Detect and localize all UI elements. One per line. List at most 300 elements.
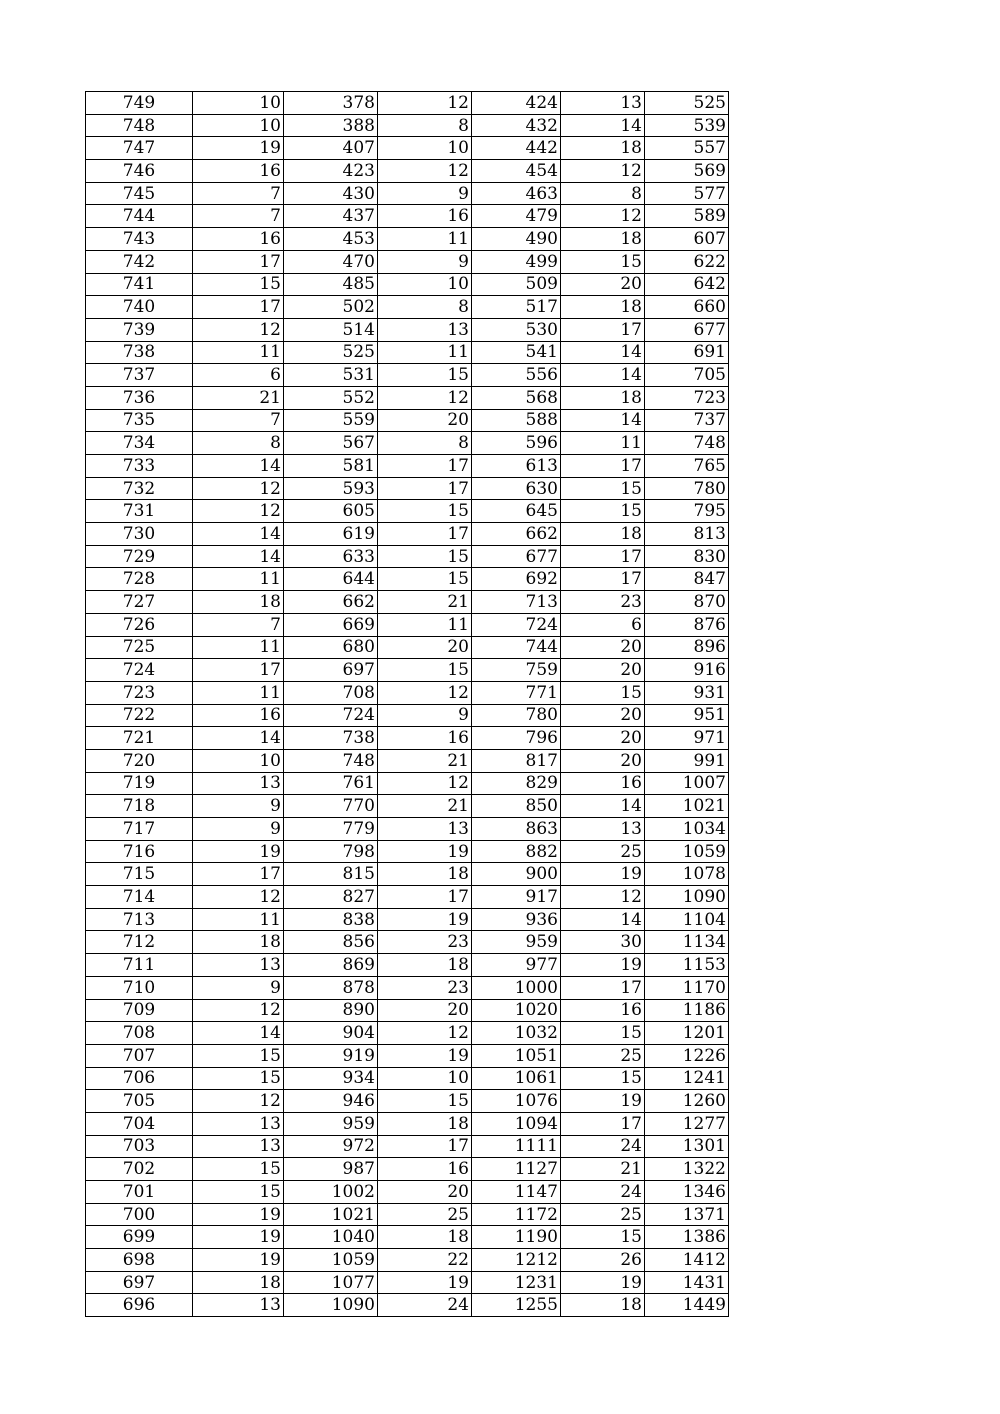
table-cell: 951 [645, 704, 729, 727]
table-cell: 959 [472, 931, 561, 954]
table-row [86, 296, 729, 319]
table-cell: 530 [472, 318, 561, 341]
table-cell: 9 [193, 818, 284, 841]
table-cell: 25 [561, 1203, 645, 1226]
table-cell: 13 [378, 318, 472, 341]
table-cell: 581 [284, 455, 378, 478]
table-cell: 14 [193, 455, 284, 478]
table-cell: 21 [378, 749, 472, 772]
table-cell: 432 [472, 114, 561, 137]
table-cell: 934 [284, 1067, 378, 1090]
table-row [86, 613, 729, 636]
score-cell: 699 [86, 1226, 193, 1249]
table-cell: 20 [378, 409, 472, 432]
table-cell: 1449 [645, 1294, 729, 1317]
score-cell: 706 [86, 1067, 193, 1090]
table-cell: 830 [645, 545, 729, 568]
table-cell: 577 [645, 182, 729, 205]
table-cell: 490 [472, 228, 561, 251]
table-cell: 15 [561, 477, 645, 500]
table-cell: 525 [284, 341, 378, 364]
table-row [86, 886, 729, 909]
table-row [86, 1090, 729, 1113]
table-cell: 19 [378, 1271, 472, 1294]
score-cell: 731 [86, 500, 193, 523]
table-cell: 613 [472, 455, 561, 478]
table-cell: 916 [645, 659, 729, 682]
table-cell: 11 [193, 681, 284, 704]
table-row [86, 1181, 729, 1204]
table-cell: 737 [645, 409, 729, 432]
table-cell: 642 [645, 273, 729, 296]
table-row [86, 840, 729, 863]
table-cell: 931 [645, 681, 729, 704]
score-cell: 743 [86, 228, 193, 251]
table-cell: 870 [645, 591, 729, 614]
table-row [86, 409, 729, 432]
score-cell: 700 [86, 1203, 193, 1226]
table-cell: 1090 [284, 1294, 378, 1317]
table-cell: 882 [472, 840, 561, 863]
score-cell: 748 [86, 114, 193, 137]
table-cell: 18 [193, 931, 284, 954]
table-row [86, 749, 729, 772]
table-cell: 593 [284, 477, 378, 500]
table-cell: 876 [645, 613, 729, 636]
table-cell: 15 [561, 1022, 645, 1045]
table-row [86, 477, 729, 500]
table-cell: 14 [193, 727, 284, 750]
table-cell: 607 [645, 228, 729, 251]
score-cell: 705 [86, 1090, 193, 1113]
table-row [86, 432, 729, 455]
table-cell: 12 [378, 160, 472, 183]
table-row [86, 1135, 729, 1158]
score-cell: 701 [86, 1181, 193, 1204]
table-row [86, 704, 729, 727]
table-cell: 12 [378, 772, 472, 795]
table-cell: 1090 [645, 886, 729, 909]
table-cell: 15 [378, 364, 472, 387]
table-cell: 596 [472, 432, 561, 455]
table-cell: 15 [193, 1044, 284, 1067]
table-cell: 18 [378, 1226, 472, 1249]
table-cell: 12 [193, 500, 284, 523]
score-cell: 711 [86, 954, 193, 977]
table-cell: 633 [284, 545, 378, 568]
table-cell: 856 [284, 931, 378, 954]
table-cell: 1111 [472, 1135, 561, 1158]
score-cell: 730 [86, 523, 193, 546]
table-cell: 748 [284, 749, 378, 772]
table-cell: 15 [193, 1158, 284, 1181]
table-cell: 14 [561, 114, 645, 137]
table-cell: 878 [284, 976, 378, 999]
table-cell: 479 [472, 205, 561, 228]
table-cell: 15 [193, 273, 284, 296]
table-cell: 677 [645, 318, 729, 341]
table-cell: 9 [378, 704, 472, 727]
table-cell: 424 [472, 92, 561, 115]
table-row [86, 931, 729, 954]
table-cell: 588 [472, 409, 561, 432]
table-cell: 1076 [472, 1090, 561, 1113]
table-cell: 1020 [472, 999, 561, 1022]
table-row [86, 1112, 729, 1135]
table-cell: 17 [378, 523, 472, 546]
table-cell: 10 [193, 92, 284, 115]
table-row [86, 318, 729, 341]
score-cell: 697 [86, 1271, 193, 1294]
table-row [86, 500, 729, 523]
table-cell: 9 [193, 976, 284, 999]
table-cell: 589 [645, 205, 729, 228]
table-cell: 15 [378, 1090, 472, 1113]
table-row [86, 273, 729, 296]
table-row [86, 205, 729, 228]
table-cell: 959 [284, 1112, 378, 1135]
table-cell: 567 [284, 432, 378, 455]
score-cell: 732 [86, 477, 193, 500]
table-cell: 11 [561, 432, 645, 455]
table-cell: 509 [472, 273, 561, 296]
table-cell: 24 [561, 1135, 645, 1158]
table-cell: 15 [561, 1067, 645, 1090]
table-cell: 669 [284, 613, 378, 636]
table-cell: 14 [193, 523, 284, 546]
table-cell: 1170 [645, 976, 729, 999]
table-cell: 13 [193, 954, 284, 977]
table-cell: 780 [645, 477, 729, 500]
table-cell: 15 [378, 545, 472, 568]
table-cell: 18 [561, 1294, 645, 1317]
table-cell: 17 [561, 568, 645, 591]
table-cell: 11 [378, 228, 472, 251]
table-cell: 827 [284, 886, 378, 909]
score-cell: 713 [86, 908, 193, 931]
table-cell: 644 [284, 568, 378, 591]
table-cell: 25 [378, 1203, 472, 1226]
table-cell: 21 [193, 386, 284, 409]
table-row [86, 160, 729, 183]
score-cell: 696 [86, 1294, 193, 1317]
score-cell: 712 [86, 931, 193, 954]
table-cell: 18 [561, 137, 645, 160]
table-row [86, 727, 729, 750]
table-cell: 692 [472, 568, 561, 591]
score-cell: 735 [86, 409, 193, 432]
table-cell: 17 [561, 318, 645, 341]
table-cell: 20 [561, 749, 645, 772]
table-row [86, 681, 729, 704]
table-cell: 15 [561, 500, 645, 523]
table-cell: 539 [645, 114, 729, 137]
table-row [86, 523, 729, 546]
table-cell: 1277 [645, 1112, 729, 1135]
score-cell: 724 [86, 659, 193, 682]
table-cell: 15 [561, 1226, 645, 1249]
table-cell: 531 [284, 364, 378, 387]
table-cell: 630 [472, 477, 561, 500]
table-cell: 977 [472, 954, 561, 977]
table-cell: 971 [645, 727, 729, 750]
table-cell: 7 [193, 409, 284, 432]
table-cell: 1059 [645, 840, 729, 863]
table-cell: 12 [193, 477, 284, 500]
score-cell: 708 [86, 1022, 193, 1045]
table-cell: 430 [284, 182, 378, 205]
table-cell: 10 [378, 273, 472, 296]
table-row [86, 545, 729, 568]
score-cell: 717 [86, 818, 193, 841]
table-cell: 18 [378, 1112, 472, 1135]
table-cell: 12 [193, 886, 284, 909]
table-cell: 850 [472, 795, 561, 818]
table-cell: 12 [561, 205, 645, 228]
score-table-body [86, 92, 729, 1317]
table-cell: 24 [378, 1294, 472, 1317]
table-cell: 499 [472, 250, 561, 273]
table-row [86, 659, 729, 682]
table-cell: 17 [378, 455, 472, 478]
table-cell: 1260 [645, 1090, 729, 1113]
table-cell: 514 [284, 318, 378, 341]
table-cell: 15 [561, 250, 645, 273]
table-cell: 691 [645, 341, 729, 364]
score-cell: 744 [86, 205, 193, 228]
table-cell: 619 [284, 523, 378, 546]
table-cell: 11 [378, 341, 472, 364]
table-row [86, 1294, 729, 1317]
table-cell: 1000 [472, 976, 561, 999]
table-cell: 14 [561, 364, 645, 387]
table-cell: 936 [472, 908, 561, 931]
table-row [86, 1067, 729, 1090]
table-cell: 1032 [472, 1022, 561, 1045]
table-cell: 388 [284, 114, 378, 137]
table-cell: 1078 [645, 863, 729, 886]
table-cell: 708 [284, 681, 378, 704]
table-cell: 8 [193, 432, 284, 455]
table-row [86, 364, 729, 387]
table-cell: 12 [561, 160, 645, 183]
score-cell: 709 [86, 999, 193, 1022]
table-row [86, 795, 729, 818]
score-cell: 719 [86, 772, 193, 795]
score-cell: 698 [86, 1249, 193, 1272]
table-cell: 1147 [472, 1181, 561, 1204]
score-cell: 733 [86, 455, 193, 478]
table-cell: 1371 [645, 1203, 729, 1226]
table-cell: 1094 [472, 1112, 561, 1135]
table-cell: 1201 [645, 1022, 729, 1045]
table-row [86, 1022, 729, 1045]
table-cell: 19 [378, 840, 472, 863]
table-cell: 779 [284, 818, 378, 841]
table-cell: 13 [561, 818, 645, 841]
table-cell: 17 [378, 886, 472, 909]
table-cell: 470 [284, 250, 378, 273]
table-cell: 917 [472, 886, 561, 909]
table-cell: 972 [284, 1135, 378, 1158]
table-cell: 798 [284, 840, 378, 863]
table-cell: 15 [193, 1067, 284, 1090]
score-cell: 729 [86, 545, 193, 568]
table-cell: 660 [645, 296, 729, 319]
table-cell: 17 [193, 659, 284, 682]
table-cell: 19 [561, 954, 645, 977]
table-cell: 1127 [472, 1158, 561, 1181]
table-cell: 20 [561, 273, 645, 296]
table-cell: 12 [561, 886, 645, 909]
table-row [86, 636, 729, 659]
table-cell: 8 [561, 182, 645, 205]
table-cell: 18 [561, 228, 645, 251]
table-cell: 12 [378, 386, 472, 409]
table-cell: 17 [193, 863, 284, 886]
table-cell: 838 [284, 908, 378, 931]
table-cell: 1226 [645, 1044, 729, 1067]
table-cell: 559 [284, 409, 378, 432]
table-cell: 724 [472, 613, 561, 636]
table-cell: 677 [472, 545, 561, 568]
score-cell: 737 [86, 364, 193, 387]
table-cell: 11 [193, 908, 284, 931]
table-cell: 13 [193, 772, 284, 795]
table-cell: 795 [645, 500, 729, 523]
table-cell: 19 [378, 908, 472, 931]
table-cell: 13 [378, 818, 472, 841]
table-cell: 19 [193, 137, 284, 160]
table-cell: 26 [561, 1249, 645, 1272]
score-cell: 742 [86, 250, 193, 273]
score-cell: 720 [86, 749, 193, 772]
table-row [86, 114, 729, 137]
table-row [86, 818, 729, 841]
score-cell: 747 [86, 137, 193, 160]
score-cell: 715 [86, 863, 193, 886]
table-cell: 12 [378, 92, 472, 115]
table-cell: 24 [561, 1181, 645, 1204]
table-cell: 10 [193, 114, 284, 137]
table-cell: 1034 [645, 818, 729, 841]
table-cell: 7 [193, 182, 284, 205]
table-cell: 10 [193, 749, 284, 772]
table-cell: 453 [284, 228, 378, 251]
table-cell: 780 [472, 704, 561, 727]
table-cell: 15 [193, 1181, 284, 1204]
table-cell: 25 [561, 840, 645, 863]
table-cell: 1386 [645, 1226, 729, 1249]
score-cell: 736 [86, 386, 193, 409]
table-cell: 645 [472, 500, 561, 523]
score-cell: 718 [86, 795, 193, 818]
table-cell: 12 [193, 318, 284, 341]
table-cell: 18 [378, 863, 472, 886]
table-cell: 16 [561, 772, 645, 795]
table-cell: 1186 [645, 999, 729, 1022]
table-cell: 25 [561, 1044, 645, 1067]
table-cell: 680 [284, 636, 378, 659]
table-cell: 8 [378, 296, 472, 319]
table-cell: 11 [378, 613, 472, 636]
table-cell: 705 [645, 364, 729, 387]
table-cell: 770 [284, 795, 378, 818]
table-cell: 847 [645, 568, 729, 591]
table-cell: 1431 [645, 1271, 729, 1294]
table-cell: 21 [378, 795, 472, 818]
table-cell: 442 [472, 137, 561, 160]
table-cell: 23 [378, 931, 472, 954]
table-cell: 744 [472, 636, 561, 659]
table-cell: 904 [284, 1022, 378, 1045]
table-cell: 18 [561, 386, 645, 409]
table-cell: 697 [284, 659, 378, 682]
table-cell: 1231 [472, 1271, 561, 1294]
score-cell: 702 [86, 1158, 193, 1181]
score-cell: 704 [86, 1112, 193, 1135]
table-cell: 11 [193, 636, 284, 659]
table-cell: 11 [193, 568, 284, 591]
table-row [86, 863, 729, 886]
table-cell: 662 [284, 591, 378, 614]
table-cell: 12 [378, 681, 472, 704]
table-cell: 1040 [284, 1226, 378, 1249]
table-cell: 18 [561, 523, 645, 546]
table-cell: 7 [193, 205, 284, 228]
table-cell: 30 [561, 931, 645, 954]
table-cell: 1007 [645, 772, 729, 795]
table-cell: 12 [378, 1022, 472, 1045]
table-cell: 19 [561, 863, 645, 886]
score-cell: 714 [86, 886, 193, 909]
table-cell: 1153 [645, 954, 729, 977]
table-cell: 796 [472, 727, 561, 750]
table-cell: 21 [378, 591, 472, 614]
table-cell: 19 [193, 1203, 284, 1226]
table-cell: 12 [193, 1090, 284, 1113]
table-row [86, 908, 729, 931]
table-cell: 15 [561, 681, 645, 704]
table-cell: 869 [284, 954, 378, 977]
table-cell: 18 [193, 591, 284, 614]
table-cell: 15 [378, 659, 472, 682]
table-row [86, 954, 729, 977]
score-cell: 734 [86, 432, 193, 455]
table-row [86, 1158, 729, 1181]
table-cell: 569 [645, 160, 729, 183]
table-cell: 23 [561, 591, 645, 614]
table-cell: 14 [561, 795, 645, 818]
table-cell: 19 [378, 1044, 472, 1067]
table-cell: 16 [193, 160, 284, 183]
table-cell: 16 [193, 228, 284, 251]
table-cell: 20 [378, 999, 472, 1022]
table-cell: 14 [561, 341, 645, 364]
table-cell: 1346 [645, 1181, 729, 1204]
score-cell: 726 [86, 613, 193, 636]
score-cell: 749 [86, 92, 193, 115]
table-cell: 1134 [645, 931, 729, 954]
table-cell: 815 [284, 863, 378, 886]
table-cell: 19 [193, 1226, 284, 1249]
score-cell: 722 [86, 704, 193, 727]
table-cell: 890 [284, 999, 378, 1022]
table-cell: 13 [193, 1112, 284, 1135]
table-cell: 863 [472, 818, 561, 841]
table-cell: 14 [193, 1022, 284, 1045]
table-cell: 20 [561, 636, 645, 659]
